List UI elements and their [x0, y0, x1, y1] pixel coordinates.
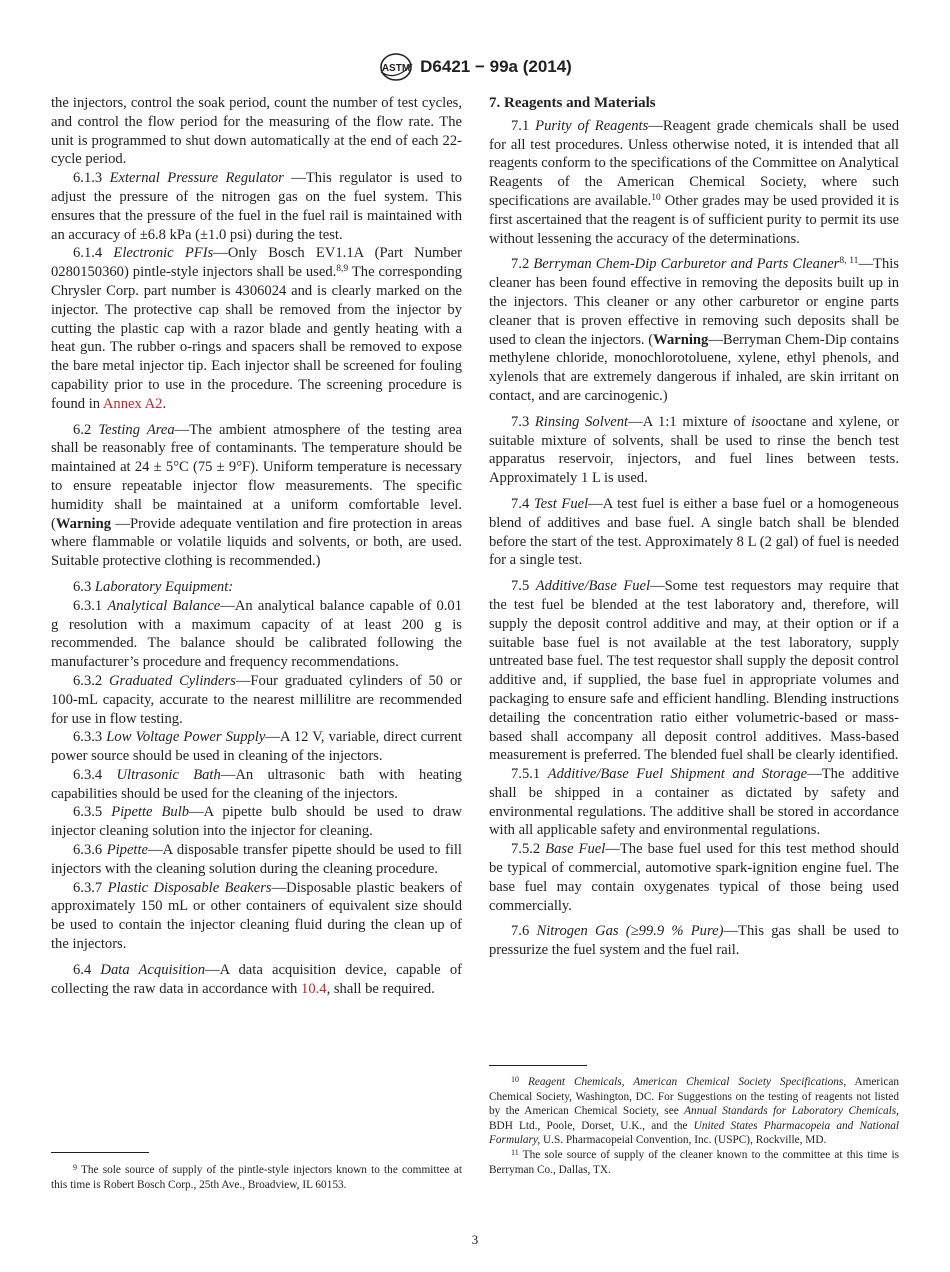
- paragraph-continuation: the injectors, control the soak period, count the number of test cycles, and control the flow period for the measuring of the flow rate. The unit is programmed to shut down automatically at the end of each 22-cycle period.: [51, 95, 462, 168]
- right-column: [489, 94, 899, 960]
- right-footnotes: [489, 1075, 899, 1177]
- section-6-2: 6.2 Testing Area—The ambient atmosphere of the testing area shall be reasonably free of contaminants. The temperature should be maintained at 24 ± 5°C (75 ± 9°F). Uniform temperature is necessary to ensure repeatable injector flow measurements. The specific humidity shall be maintained at a uniform comfortable level. (Warning —Provide adequate ventilation and fire protection in areas where flammable or volatile liquids and solvents, or both, are used. Suitable protective clothing is recommended.): [51, 421, 462, 570]
- section-6-3-3: 6.3.3 Low Voltage Power Supply—A 12 V, variable, direct current power source should be used in cleaning of the injectors.: [51, 729, 462, 765]
- left-column: [51, 94, 462, 998]
- footnote-10: $^{10}$ Reagent Chemicals, American Chemical Society Specifications, American Chemical Society, Washington, DC. For Suggestions on the testing of reagents not listed by the American Chemical Society, see Annual Standards for Laboratory Chemicals, BDH Ltd., Poole, Dorset, U.K., and the United States Pharmacopeia and National Formulary, U.S. Pharmacopeial Convention, Inc. (USPC), Rockville, MD.: [489, 1075, 900, 1147]
- section-6-4: 6.4 Data Acquisition—A data acquisition device, capable of collecting the raw data in accordance with 10.4, shall be required.: [51, 961, 462, 997]
- footnote-ref[interactable]: 8,9: [336, 264, 349, 275]
- section-7-2: 7.2 Berryman Chem-Dip Carburetor and Parts Cleaner$^{8, 11}$—This cleaner has been found effective in removing the deposits built up in the injectors. This cleaner or any other carburetor or engine parts cleaner that is proven effective in removing such deposits shall be used to clean the injectors. (Warning—Berryman Chem-Dip contains methylene chloride, monochlorotoluene, xylene, ethyl phenols, and xylenols that are extremely dangerous if inhaled, are skin irritant on contact, and are carcinogenic.): [489, 256, 899, 404]
- section-7-heading: 7. Reagents and Materials: [489, 95, 656, 111]
- section-6-3-1: 6.3.1 Analytical Balance—An analytical balance capable of 0.01 g resolution with a maximum capacity of at least 200 g is recommended. The balance should be calibrated following the manufacturer’s procedure and frequency recommendations.: [51, 597, 462, 671]
- section-7-5-1: 7.5.1 Additive/Base Fuel Shipment and Storage—The additive shall be shipped in a container as dictated by safety and environmental regulations. The additive shall be stored in accordance with all applicable safety and environmental regulations.: [489, 766, 899, 839]
- astm-logo-icon: [378, 52, 414, 82]
- page-header: [0, 52, 950, 82]
- section-6-3-7: 6.3.7 Plastic Disposable Beakers—Disposable plastic beakers of approximately 150 mL or other containers of equivalent size should be used to contain the injector cleaning fluid during the clean up of the injectors.: [51, 879, 462, 953]
- section-6-3-2: 6.3.2 Graduated Cylinders—Four graduated cylinders of 50 or 100-mL capacity, accurate to the nearest millilitre are recommended for use in flow testing.: [51, 672, 463, 727]
- footnote-ref[interactable]: 8, 11: [839, 256, 859, 267]
- footnote-divider: [51, 1152, 149, 1153]
- section-6-3-6: 6.3.6 Pipette—A disposable transfer pipette should be used to fill injectors with the cleaning solution during the cleaning procedure.: [51, 842, 462, 877]
- footnote-9: $^9$ The sole source of supply of the pintle-style injectors known to the committee at this time is Robert Bosch Corp., 25th Ave., Broadview, IL 60153.: [51, 1163, 462, 1191]
- section-7-4: 7.4 Test Fuel—A test fuel is either a base fuel or a homogeneous blend of additives and base fuel. A single batch shall be blended before the start of the test. Approximately 8 L (2 gal) of fuel is needed for a single test.: [489, 495, 899, 569]
- warning-label: Warning: [653, 331, 709, 348]
- section-6-1-4: 6.1.4 Electronic PFIs—Only Bosch EV1.1A (Part Number 0280150360) pintle-style injectors shall be used.$^{8,9}$ The corresponding Chrysler Corp. part number is 4306024 and is clearly marked on the injector. The protective cap shall be removed from the injector by cutting the plastic cap with a razor blade and gently heating with a heat gun. The rubber o-rings and spacers shall be removed to expose the bare metal injector tip. Each injector shall be screened for fouling capability prior to use in the procedure. The screening procedure is found in Annex A2.: [51, 245, 462, 412]
- section-7-3: 7.3 Rinsing Solvent—A 1:1 mixture of isooctane and xylene, or suitable mixture of solvents, shall be used to rinse the bench test apparatus reservoir, injectors, and fuel lines between tests. Approximately 1 L is used.: [489, 413, 899, 487]
- section-10-4-link[interactable]: 10.4: [301, 980, 327, 997]
- footnote-11: $^{11}$ The sole source of supply of the cleaner known to the committee at this time is Berryman Co., Dallas, TX.: [489, 1147, 899, 1176]
- section-7-1: 7.1 Purity of Reagents—Reagent grade chemicals shall be used for all test procedures. Unless otherwise noted, it is intended that all reagents conform to the specifications of the Committee on Analytical Reagents of the American Chemical Society, where such specifications are available.$^{10}$ Other grades may be used provided it is first ascertained that the reagent is of sufficient purity to permit its use without lessening the accuracy of the determinations.: [489, 117, 900, 247]
- left-footnotes: [51, 1163, 462, 1192]
- section-6-3-5: 6.3.5 Pipette Bulb—A pipette bulb should be used to draw injector cleaning solution into the injector for cleaning.: [51, 804, 462, 840]
- section-6-3: 6.3 Laboratory Equipment:: [73, 578, 234, 595]
- section-7-6: 7.6 Nitrogen Gas (≥99.9 % Pure)—This gas shall be used to pressurize the fuel system and the fuel rail.: [489, 923, 899, 959]
- warning-label: Warning: [55, 515, 112, 532]
- section-7-5: 7.5 Additive/Base Fuel—Some test requestors may require that the test fuel be blended at the test laboratory and, therefore, will supply the deposit control additive and may, at their option or if a suitable base fuel is not available at the test laboratory, supply untreated base fuel. The test requestor shall supply the deposit control additive and, if supplied, the base fuel in appropriate volumes and packaging to ensure safe and efficient handling. Blending instructions detailing the concentration ratio either volumetric-based or mass-based shall accompany all deposit control additives. Mass-based measurement is preferred. The blended fuel shall be clearly identified.: [489, 578, 899, 764]
- footnote-divider: [489, 1065, 587, 1066]
- document-id: D6421 − 99a (2014): [420, 57, 572, 76]
- footnote-ref[interactable]: 10: [651, 192, 661, 203]
- section-6-1-3: 6.1.3 External Pressure Regulator —This regulator is used to adjust the pressure of the nitrogen gas on the fuel system. This ensures that the pressure of the fuel in the fuel rail is maintained with an accuracy of ±6.8 kPa (±1.0 psi) during the test.: [51, 170, 463, 243]
- section-6-3-4: 6.3.4 Ultrasonic Bath—An ultrasonic bath with heating capabilities should be used for the cleaning of the injectors.: [51, 766, 462, 802]
- section-7-5-2: 7.5.2 Base Fuel—The base fuel used for this test method should be typical of commercial, automotive spark-ignition engine fuel. The base fuel may contain oxygenates typical of those being used commercially.: [489, 841, 899, 914]
- annex-a2-link[interactable]: Annex A2: [102, 395, 163, 412]
- svg-text:ASTM: ASTM: [381, 63, 411, 74]
- page-number: 3: [471, 1232, 479, 1247]
